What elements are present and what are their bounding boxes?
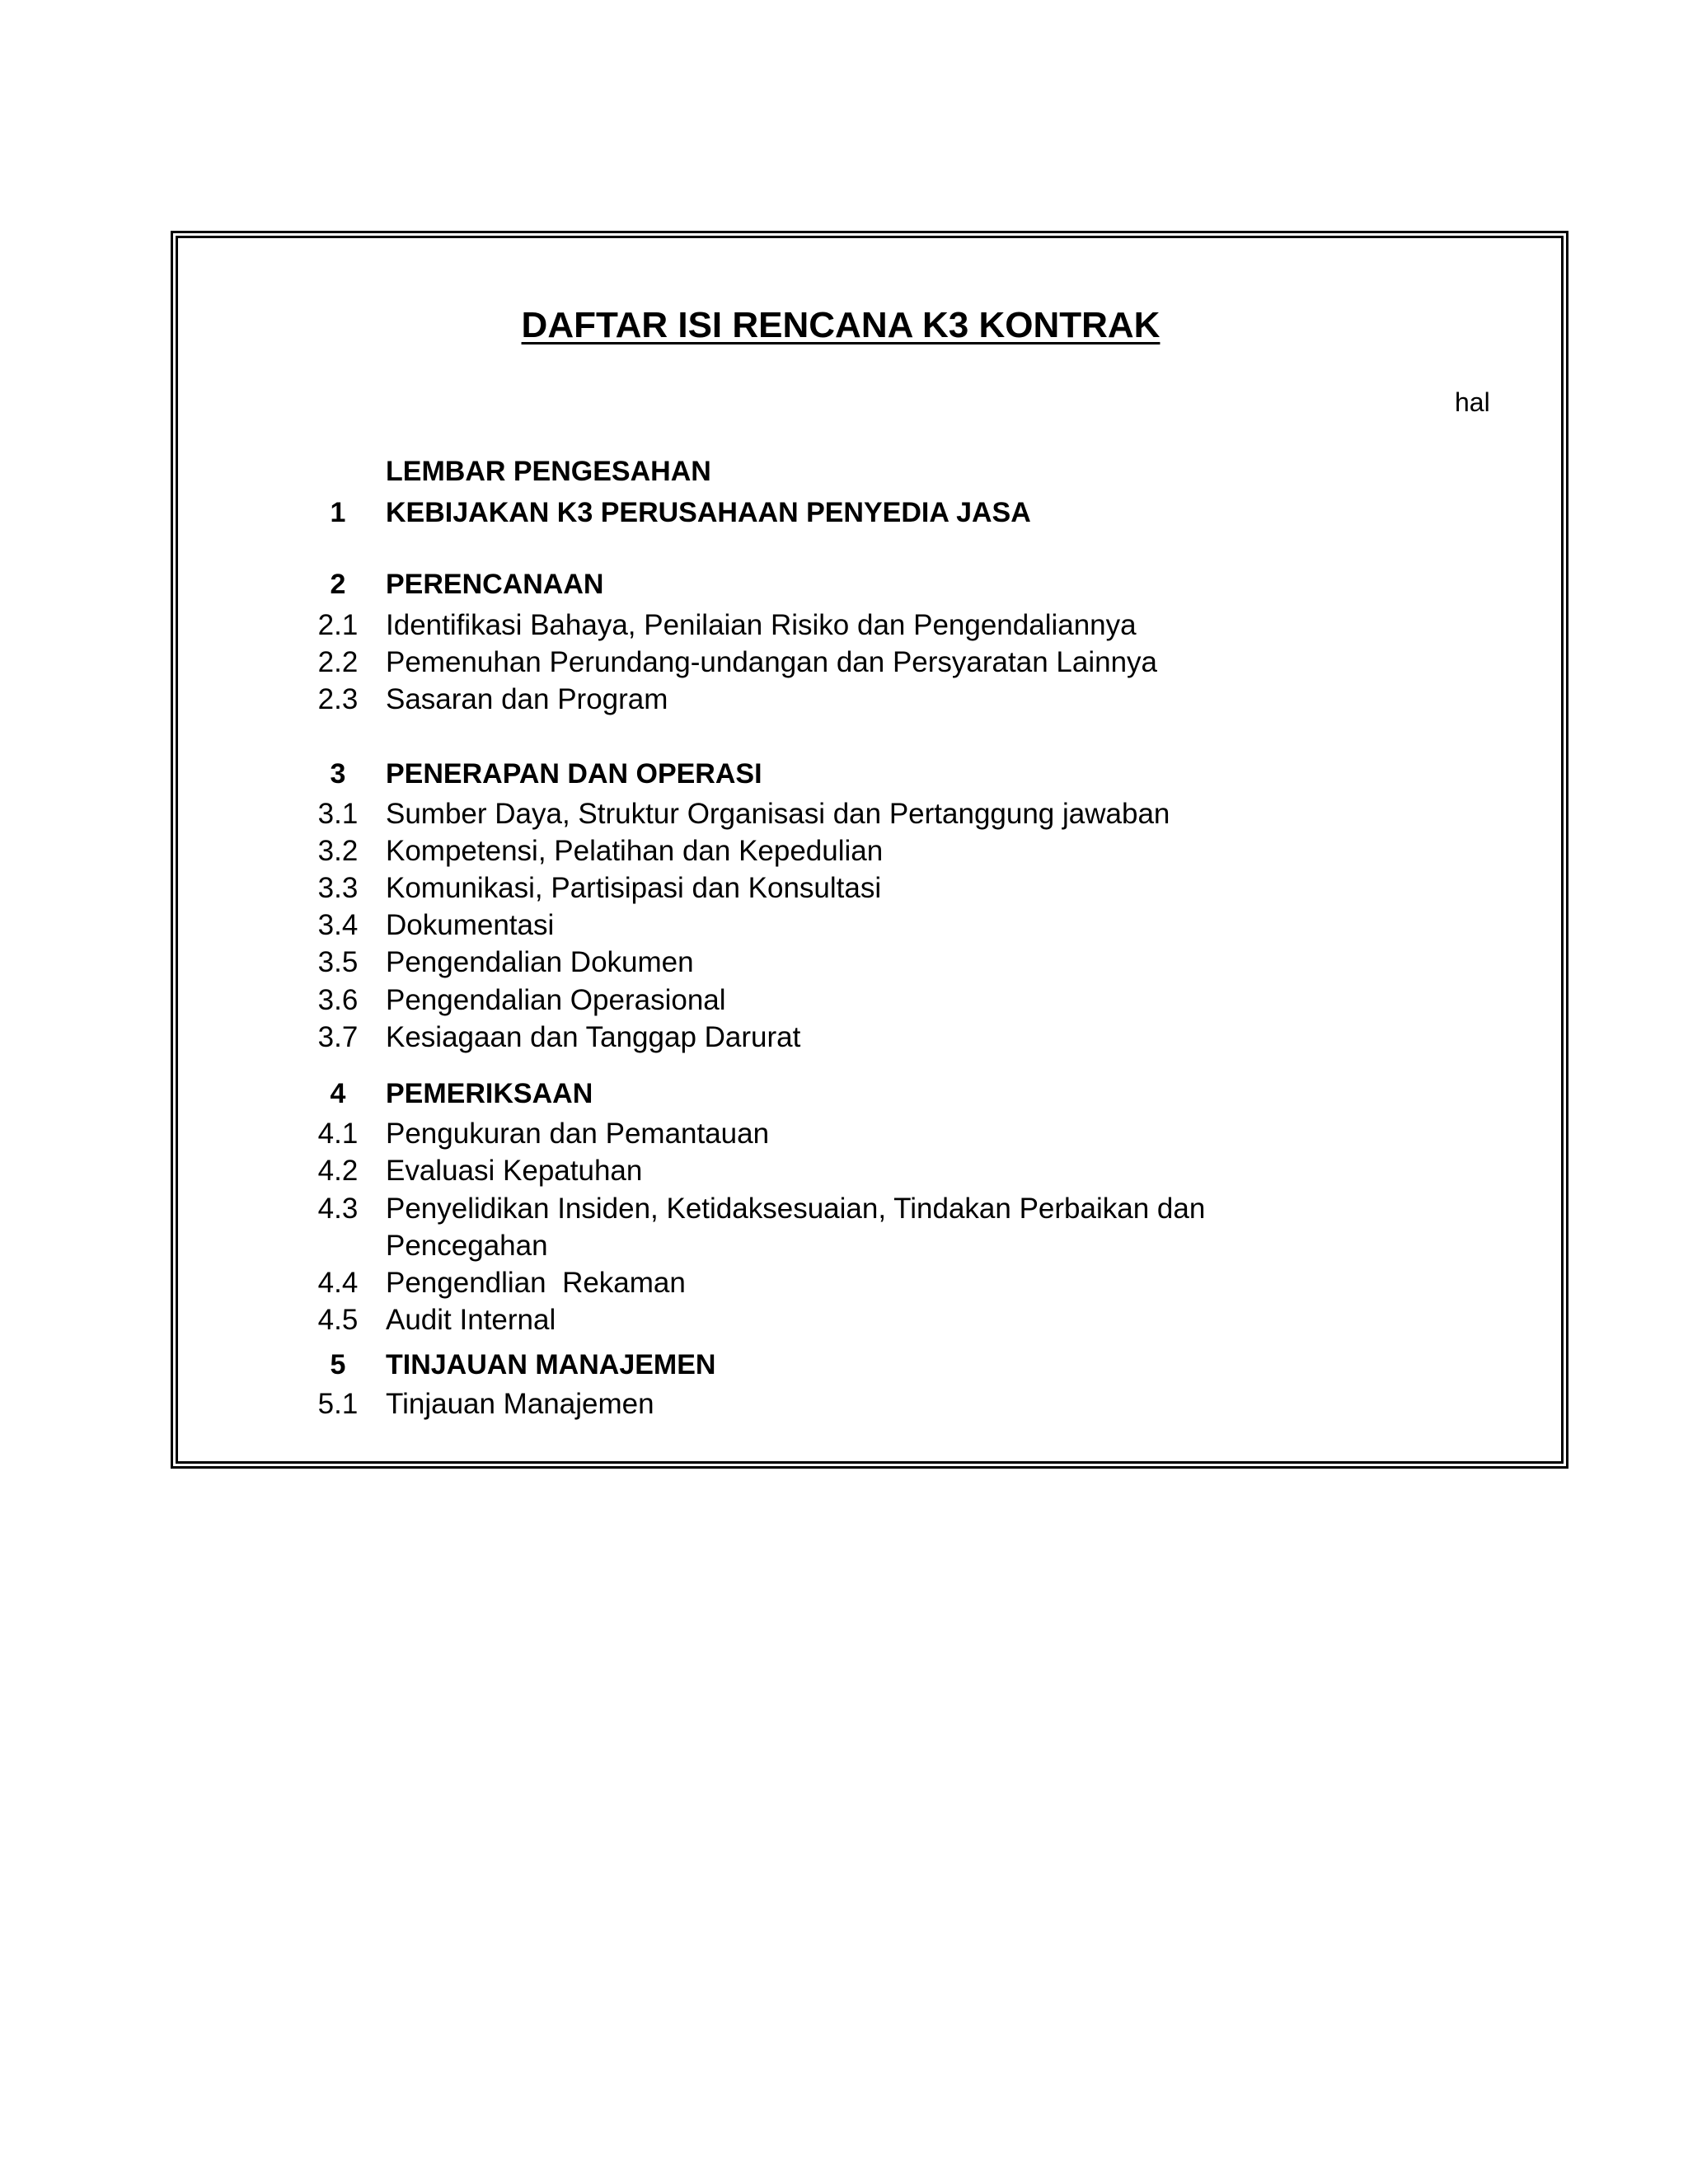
toc-number: 2 [330, 569, 346, 600]
toc-number: 4.1 [317, 1118, 359, 1150]
toc-title: Pencegahan [386, 1230, 548, 1262]
toc-number: 5.1 [317, 1388, 359, 1420]
toc-number: 3.7 [317, 1021, 359, 1053]
toc-title: PENERAPAN DAN OPERASI [386, 758, 762, 790]
toc-number: 4.3 [317, 1193, 359, 1225]
toc-number: 1 [330, 497, 346, 528]
toc-title: Audit Internal [386, 1304, 556, 1336]
toc-number: 2.3 [317, 683, 359, 715]
toc-title: Evaluasi Kepatuhan [386, 1155, 643, 1187]
toc-title: Pengendlian Rekaman [386, 1267, 686, 1299]
toc-number: 4.2 [317, 1155, 359, 1187]
toc-title: Sasaran dan Program [386, 683, 668, 715]
toc-title: Sumber Daya, Struktur Organisasi dan Pertanggung jawaban [386, 798, 1170, 830]
toc-title: Penyelidikan Insiden, Ketidaksesuaian, Tindakan Perbaikan dan [386, 1193, 1206, 1225]
toc-title: Komunikasi, Partisipasi dan Konsultasi [386, 872, 882, 904]
toc-number: 3.4 [317, 909, 359, 941]
page-column-label: hal [1455, 387, 1490, 417]
toc-number: 4 [330, 1078, 346, 1109]
toc-number: 3.1 [317, 798, 359, 830]
toc-number: 5 [330, 1349, 346, 1380]
toc-number: 3.6 [317, 984, 359, 1016]
toc-title: Pengendalian Operasional [386, 984, 726, 1016]
toc-title: Pengukuran dan Pemantauan [386, 1118, 770, 1150]
toc-title: Tinjauan Manajemen [386, 1388, 654, 1420]
toc-number: 4.5 [317, 1304, 359, 1336]
toc-title: TINJAUAN MANAJEMEN [386, 1349, 716, 1380]
toc-number: 3.2 [317, 835, 359, 867]
document-title [0, 305, 1688, 346]
toc-number: 2.1 [317, 609, 359, 641]
toc-title: LEMBAR PENGESAHAN [386, 456, 711, 487]
toc-number: 2.2 [317, 646, 359, 678]
toc-title: Pengendalian Dokumen [386, 946, 694, 978]
toc-title: Identifikasi Bahaya, Penilaian Risiko dan Pengendaliannya [386, 609, 1137, 641]
toc-title: KEBIJAKAN K3 PERUSAHAAN PENYEDIA JASA [386, 497, 1031, 528]
toc-number: 3 [330, 758, 346, 790]
toc-title: Pemenuhan Perundang-undangan dan Persyaratan Lainnya [386, 646, 1157, 678]
toc-number: 3.5 [317, 946, 359, 978]
toc-title: PEMERIKSAAN [386, 1078, 593, 1109]
toc-title: Dokumentasi [386, 909, 555, 941]
toc-number: 3.3 [317, 872, 359, 904]
document-title-text: DAFTAR ISI RENCANA K3 KONTRAK [521, 305, 1160, 345]
toc-number: 4.4 [317, 1267, 359, 1299]
toc-title: PERENCANAAN [386, 569, 604, 600]
toc-title: Kompetensi, Pelatihan dan Kepedulian [386, 835, 884, 867]
toc-title: Kesiagaan dan Tanggap Darurat [386, 1021, 801, 1053]
